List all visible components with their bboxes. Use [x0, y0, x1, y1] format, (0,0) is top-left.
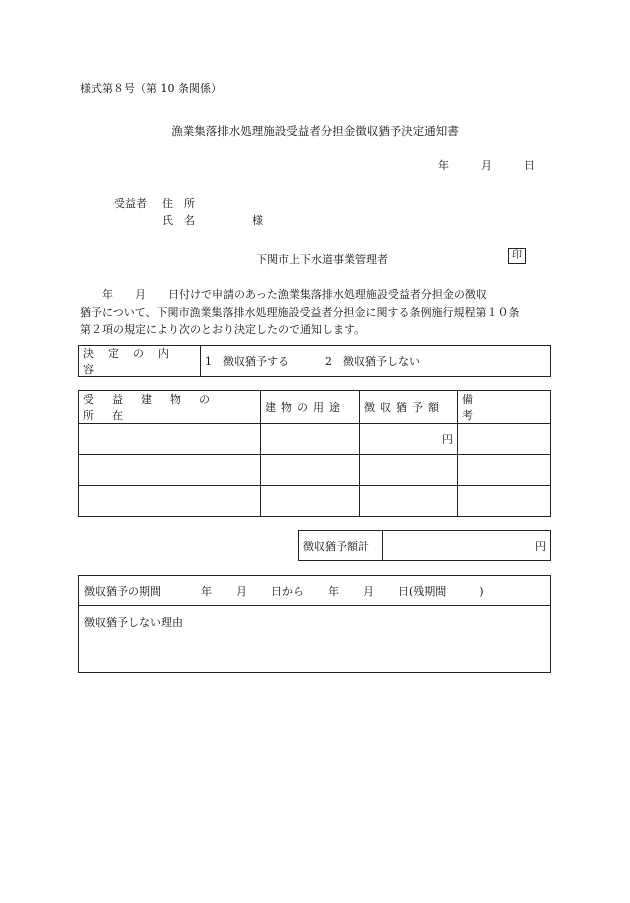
cell-usage	[261, 455, 360, 486]
reason-area	[79, 606, 550, 638]
total-box	[298, 530, 551, 561]
honorific: 様	[252, 214, 263, 227]
form-number: 様式第８号（第 10 条関係）	[80, 82, 222, 95]
decision-label: 決定の内容	[79, 346, 201, 376]
period-from-year: 年	[201, 584, 212, 598]
body-line-3: 第２項の規定により次のとおり決定したので通知します。	[80, 323, 366, 336]
period-remaining: (残期間 )	[409, 584, 484, 598]
name-label: 氏 名	[162, 214, 195, 227]
body-line-2: 猶予について、下関市漁業集落排水処理施設受益者分担金に関する条例施行規程第１０条	[80, 305, 520, 319]
cell-remarks	[458, 424, 551, 455]
decision-options	[201, 346, 550, 376]
cell-location	[79, 486, 261, 517]
total-unit: 円	[535, 539, 546, 553]
header-remarks: 備考	[458, 391, 551, 424]
decision-option-no-defer: 2 徴収猶予しない	[325, 355, 420, 368]
date-month: 月	[481, 159, 492, 172]
total-label: 徴収猶予額計	[299, 531, 383, 560]
cell-amount	[360, 455, 458, 486]
header-amount: 徴収猶予額	[360, 391, 458, 424]
recipient-label: 受益者	[114, 197, 147, 210]
sender-name: 下関市上下水道事業管理者	[256, 253, 388, 266]
date-day: 日	[524, 159, 535, 172]
building-table	[78, 390, 551, 517]
table-row	[79, 486, 551, 517]
header-location: 受益建物の所在	[79, 391, 261, 424]
notice-body	[80, 286, 550, 339]
table-header-row	[79, 391, 551, 424]
period-to-year: 年	[328, 584, 339, 598]
cell-location	[79, 424, 261, 455]
issue-date	[438, 157, 535, 173]
body-line-1: 年 月 日付けで申請のあった漁業集落排水処理施設受益者分担金の徴収	[80, 288, 487, 301]
period-from-month: 月	[236, 584, 247, 598]
address-label: 住 所	[162, 197, 195, 210]
cell-usage	[261, 486, 360, 517]
period-row	[79, 576, 550, 606]
reason-label: 徴収猶予しない理由	[84, 616, 183, 629]
document-title: 漁業集落排水処理施設受益者分担金徴収猶予決定通知書	[171, 124, 459, 138]
table-row	[79, 424, 551, 455]
cell-amount	[360, 486, 458, 517]
cell-amount: 円	[360, 424, 458, 455]
cell-location	[79, 455, 261, 486]
period-from-day: 日から	[271, 584, 304, 598]
recipient-address-line	[114, 195, 195, 211]
date-year: 年	[438, 159, 449, 172]
cell-remarks	[458, 455, 551, 486]
cell-remarks	[458, 486, 551, 517]
period-reason-box	[78, 575, 551, 673]
seal-mark: 印	[508, 248, 526, 264]
recipient-name-line	[162, 212, 263, 228]
table-row	[79, 455, 551, 486]
cell-usage	[261, 424, 360, 455]
period-to-day: 日	[398, 584, 409, 598]
period-to-month: 月	[363, 584, 374, 598]
header-usage: 建物の用途	[261, 391, 360, 424]
decision-box	[78, 345, 551, 377]
decision-option-defer: 1 徴収猶予する	[205, 355, 289, 368]
period-label: 徴収猶予の期間	[84, 584, 161, 598]
